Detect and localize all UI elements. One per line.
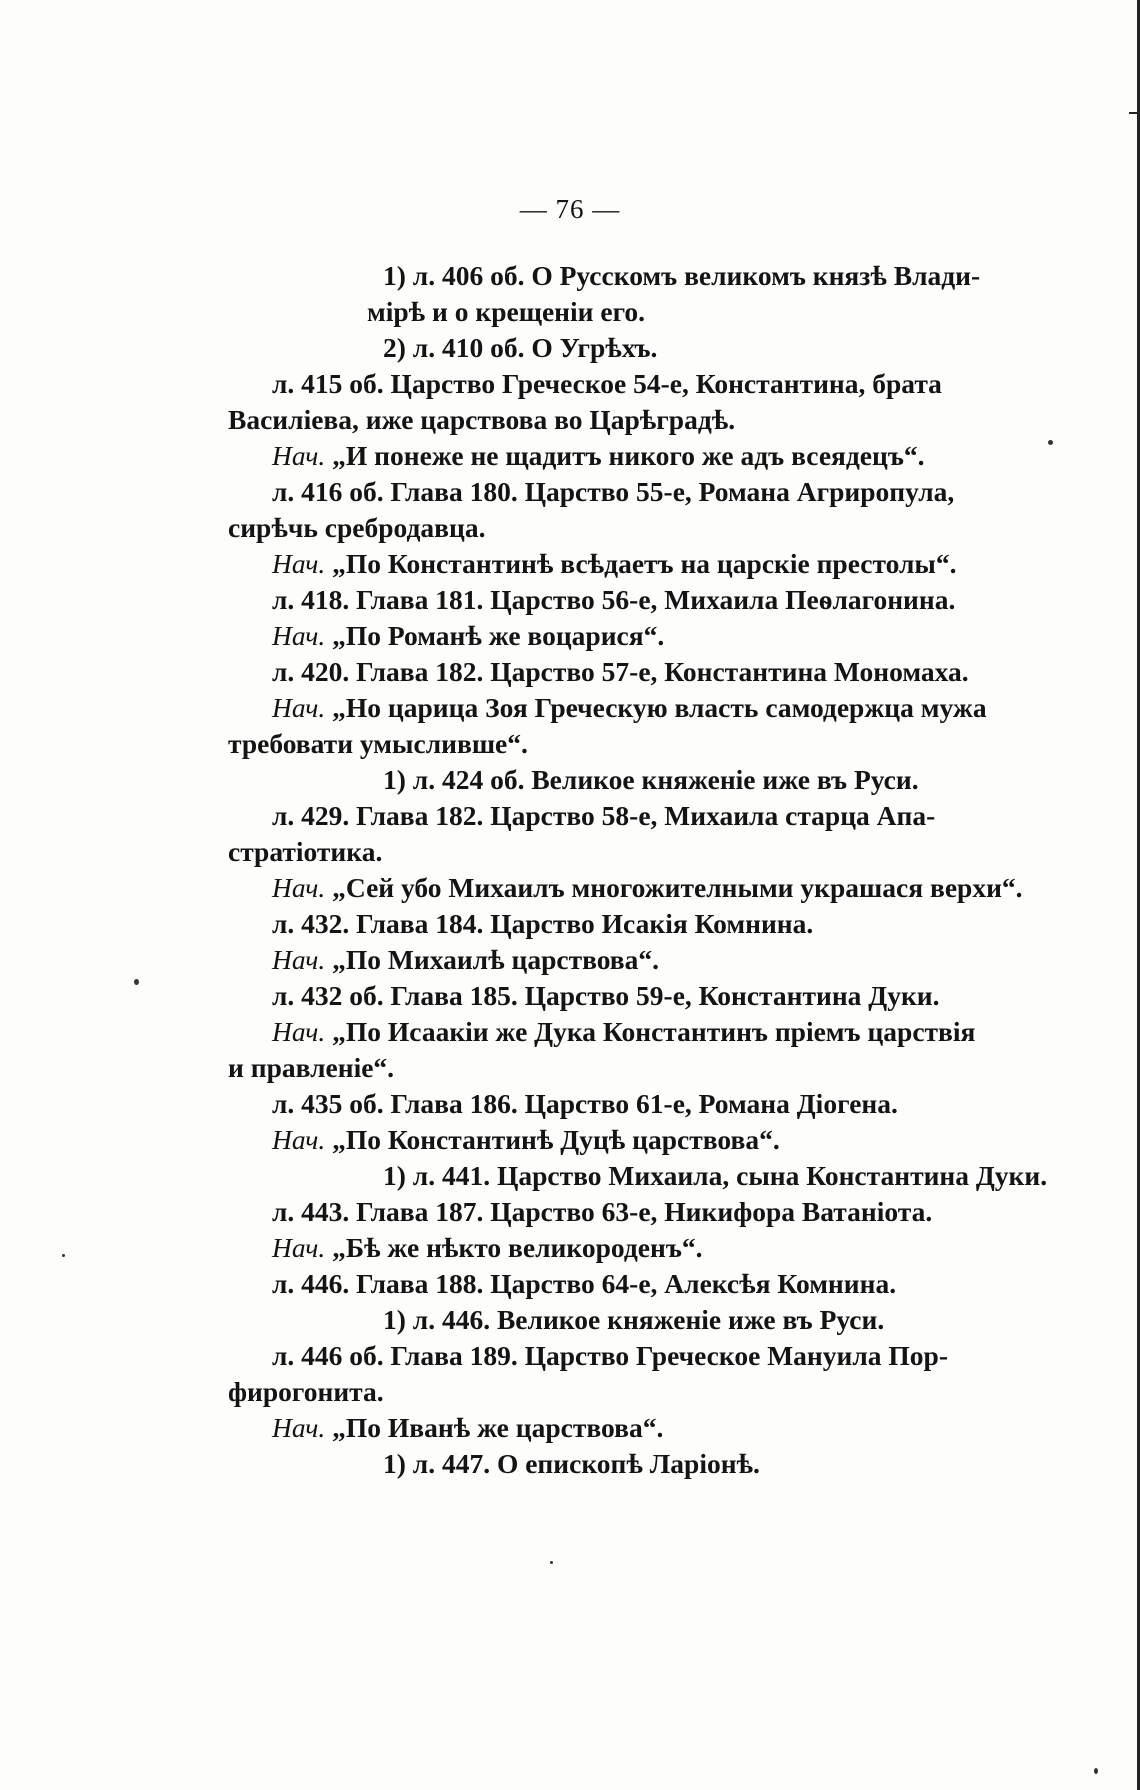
nach-label: Нач. (272, 872, 326, 903)
entry-line: 1) л. 447. О епископѣ Ларіонѣ. (383, 1448, 760, 1479)
entry-line: л. 446. Глава 188. Царство 64-е, Алексѣя Комнина. (272, 1268, 897, 1299)
entry-line: л. 420. Глава 182. Царство 57-е, Константина Мономаха. (272, 656, 969, 687)
nach-label: Нач. (272, 944, 326, 975)
nach-label: Нач. (272, 1232, 326, 1263)
incipit-text: „Бѣ же нѣкто великороденъ“. (332, 1232, 703, 1263)
incipit-text: „По Константинѣ Дуцѣ царствова“. (332, 1124, 780, 1155)
nach-line (272, 1230, 703, 1266)
nach-line (272, 1410, 663, 1446)
nach-line (272, 690, 987, 726)
incipit-text: „По Константинѣ всѣдаетъ на царскіе престолы“. (332, 548, 957, 579)
nach-line (272, 942, 659, 978)
entry-line: л. 435 об. Глава 186. Царство 61-е, Романа Діогена. (272, 1088, 898, 1119)
scan-speck (1094, 1768, 1098, 1774)
page-edge-tick (1129, 112, 1137, 114)
incipit-text: „Но царица Зоя Греческую власть самодержца мужа (332, 692, 987, 723)
incipit-text: „По Романѣ же воцарися“. (332, 620, 665, 651)
nach-line (272, 1014, 975, 1050)
entry-line: л. 418. Глава 181. Царство 56-е, Михаила Пеѳлагонина. (272, 584, 956, 615)
entry-line: требовати умысливше“. (228, 728, 528, 759)
entry-line: фирогонита. (228, 1376, 384, 1407)
entry-line: мірѣ и о крещеніи его. (367, 296, 645, 327)
nach-line (272, 438, 925, 474)
entry-line: 1) л. 446. Великое княженіе иже въ Руси. (383, 1304, 885, 1335)
nach-line (272, 870, 1023, 906)
entry-line: 1) л. 406 об. О Русскомъ великомъ князѣ Влади- (383, 260, 981, 291)
entry-line: 2) л. 410 об. О Угрѣхъ. (383, 332, 658, 363)
nach-line (272, 546, 957, 582)
entry-line: л. 416 об. Глава 180. Царство 55-е, Романа Агриропула, (272, 476, 955, 507)
nach-label: Нач. (272, 440, 326, 471)
entry-line: л. 432. Глава 184. Царство Исакія Комнина. (272, 908, 814, 939)
entry-line: л. 432 об. Глава 185. Царство 59-е, Константина Дуки. (272, 980, 940, 1011)
nach-line (272, 618, 664, 654)
entry-line: л. 446 об. Глава 189. Царство Греческое Мануила Пор- (272, 1340, 948, 1371)
entry-line: л. 415 об. Царство Греческое 54-е, Константина, брата (272, 368, 942, 399)
scan-speck (134, 979, 139, 985)
nach-label: Нач. (272, 1412, 326, 1443)
scan-speck (62, 1254, 65, 1257)
entry-line: сирѣчь сребродавца. (228, 512, 486, 543)
entry-line: Василіева, иже царствова во Царѣградѣ. (228, 404, 736, 435)
incipit-text: „По Михаилѣ царствова“. (332, 944, 660, 975)
incipit-text: „По Исаакіи же Дука Константинъ пріемъ царствія (332, 1016, 976, 1047)
entry-line: л. 443. Глава 187. Царство 63-е, Никифора Ватаніота. (272, 1196, 933, 1227)
entry-line: стратіотика. (228, 836, 383, 867)
scan-speck (1048, 440, 1053, 445)
entry-line: 1) л. 441. Царство Михаила, сына Константина Дуки. (383, 1160, 1048, 1191)
nach-label: Нач. (272, 548, 326, 579)
incipit-text: „Сей убо Михаилъ многожителными украшася верхи“. (332, 872, 1023, 903)
entry-line: л. 429. Глава 182. Царство 58-е, Михаила старца Апа- (272, 800, 936, 831)
incipit-text: „По Иванѣ же царствова“. (332, 1412, 664, 1443)
entry-line: и правленіе“. (228, 1052, 395, 1083)
incipit-text: „И понеже не щадитъ никого же адъ всеядецъ“. (332, 440, 925, 471)
nach-label: Нач. (272, 1016, 326, 1047)
scan-speck (550, 1561, 553, 1564)
nach-label: Нач. (272, 1124, 326, 1155)
nach-line (272, 1122, 780, 1158)
entry-line: 1) л. 424 об. Великое княженіе иже въ Руси. (383, 764, 919, 795)
nach-label: Нач. (272, 692, 326, 723)
nach-label: Нач. (272, 620, 326, 651)
page-number: — 76 — (519, 194, 621, 224)
